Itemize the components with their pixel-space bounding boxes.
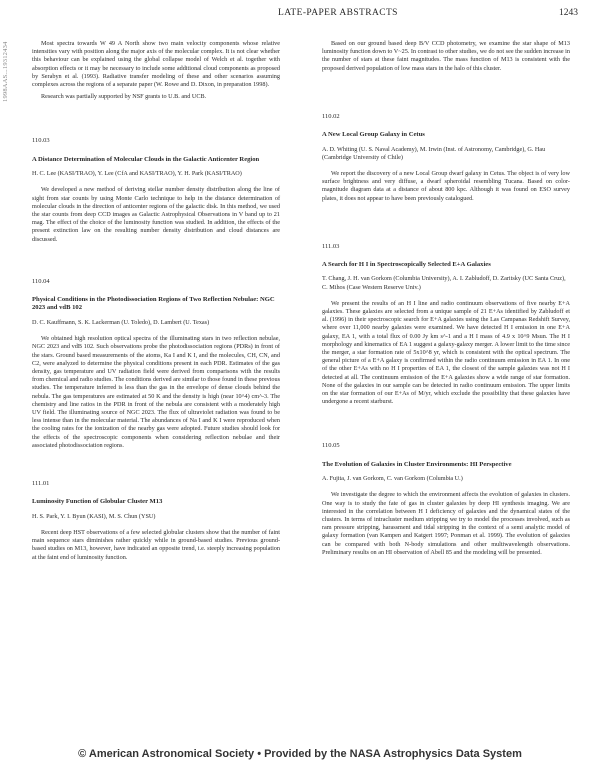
- abstract-body: We present the results of an H I line and radio continuum observations of five nearby E+A galaxies. These galaxies are selected from a unique sample of 21 E+As identified by Zabludoff et al. (1996) in their spectroscopic search for E+A galaxies using the Las Campanas Redshift Survey, where over 11,000 nearby galaxies were examined. We have detected H I emission in one E+A galaxy, EA 1, with a total flux of 0.00 Jy km s^-1 and a H I mass of 4.9 x 10^9 Msun. The H I morphology and kinematics of EA 1 suggest a galaxy-galaxy merger. A lower limit to the time since the merger, a star formation rate of 5x10^8 yr, which is consistent with the optical spectrum. The general picture of a E+A galaxy is confirmed within the radio continuum emission in EA 1. In one of the other E+As with no H I properties of EA 1, the closest of the sample galaxies was not H I detected at all. The continuum emission of the E+A galaxies show a wide range of star formation. None of the galaxies in our sample can be detected in radio continuum emission. The upper limits on the star formation of our E+As of M/yr, which exclude the possibility that these galaxies have undergone a recent starburst.: [322, 299, 570, 406]
- abstract-authors: A. D. Whiting (U. S. Naval Academy), M. Irwin (Inst. of Astronomy, Cambridge), G. Hau (Cambridge University of Chile): [322, 145, 546, 161]
- bibcode-stamp: 1998AAS...19312434: [2, 41, 9, 102]
- abstract-authors: H. C. Lee (KASI/TRAO), Y. Lee (CfA and KASI/TRAO), Y. H. Park (KASI/TRAO): [32, 170, 242, 178]
- abstract-number: 110.02: [322, 112, 340, 120]
- abstract-body: Recent deep HST observations of a few selected globular clusters show that the number of faint main sequence stars diminishes rather quickly while in ground-based studies. Previous ground-based studies on M13, however, have indicated an opposite trend, i.e. steeply increasing population at the faint end of luminosity function.: [32, 528, 280, 561]
- right-column: [322, 40, 570, 561]
- abstract-authors: D. C. Kauffmann, S. K. Lackerman (U. Toledo), D. Lambert (U. Texas): [32, 318, 210, 326]
- abstract-title: A Search for H I in Spectroscopically Selected E+A Galaxies: [322, 260, 491, 268]
- paragraph: Research was partially supported by NSF grants to U.B. and UCB.: [41, 93, 207, 101]
- abstract-number: 111.03: [322, 242, 340, 250]
- abstract-number: 110.04: [32, 277, 50, 285]
- abstract-title: A Distance Determination of Molecular Clouds in the Galactic Anticenter Region: [32, 155, 260, 163]
- abstract-authors: A. Fujita, J. van Gorkom, C. van Gorkom (Columbia U.): [322, 475, 463, 483]
- abstract-title: Luminosity Function of Globular Cluster M13: [32, 498, 163, 506]
- page-footer: © American Astronomical Society • Provided by the NASA Astrophysics Data System: [78, 748, 522, 760]
- abstract: [322, 243, 570, 407]
- abstract: [322, 442, 570, 557]
- running-title: LATE-PAPER ABSTRACTS: [278, 8, 398, 18]
- abstract-authors: H. S. Park, Y. I. Byun (KASI), M. S. Chun (YSU): [32, 512, 156, 520]
- abstract-title: A New Local Group Galaxy in Cetus: [322, 131, 425, 139]
- left-column: [32, 40, 280, 566]
- abstract: [322, 113, 570, 203]
- abstract-title: The Evolution of Galaxies in Cluster Environments: HI Perspective: [322, 460, 512, 468]
- abstract-body: We obtained high resolution optical spectra of the illuminating stars in two reflection nebulae, NGC 2023 and vdB 102. Such observations probe the photodissociation regions (PDRs) in front of the stars. Ground based measurements of the atoms, Ka I and K I, and the molecules, CH, CN, and C2, were analyzed to determine the physical conditions present in each PDR. Estimates of the gas density, gas temperature and UV radiation field were derived from comparisons with the results from chemical and radio studies. The conditions derived are similar to those found in these previous studies. The temperature inferred is less than the gas in the envelope of dense clouds behind the nebula. The gas temperatures are estimated at 50 K and the density is high (near 10^4) cm^-3. The chemistry and line ratios in the PDR in front of the nebula are consistent with a moderately high UV field. The illuminating source of NGC 2023. The flux of ultraviolet radiation was found to be less intense than in the molecular material. The abundances of Na I and K I were reproduced when the cooling rates for the ionization of the nearby gas were adopted. Future studies should look for the effects of the spectroscopic components when considering reflection nebulae and their associated photodissociation regions.: [32, 335, 280, 449]
- abstract-authors: T. Chang, J. H. van Gorkom (Columbia University), A. I. Zabludoff, D. Zaritsky (UC Santa Cruz), C. Mihos (Case Western Reserve Univ.): [322, 275, 566, 291]
- page-number: 1243: [559, 8, 578, 18]
- abstract-title: Physical Conditions in the Photodissociation Regions of Two Reflection Nebulae: NGC 2023 and vdB 102: [32, 295, 275, 312]
- abstract: [32, 480, 280, 562]
- abstract-body: We developed a new method of deriving stellar number density distribution along the line of sight from star counts by using Monte Carlo technique to help in the distance determination of molecular clouds in the direction of anticenter regions of the galactic disk. In this method, we used the star counts from deep CCD images as Galactic Astrophysical Observations in V band up to 21 mag. The effect of the choice of the luminosity function was studied. In addition, the effects of the present extinction law on the resulting number density distribution and cloud distances are discussed.: [32, 186, 280, 243]
- abstract-number: 111.01: [32, 480, 50, 487]
- abstract-body: We report the discovery of a new Local Group dwarf galaxy in Cetus. The object is of very low surface brightness and very diffuse, a dwarf spheroidal resembling Tucana. Based on color-magnitude diagram data at a distance of about 800 kpc. Although it was found on ESO survey plates, it does not appear to have been previously catalogued.: [322, 169, 570, 202]
- paragraph: Most spectra towards W 49 A North show two main velocity components whose relative intensities vary with position along the major axis of the molecular complex. It is not clear whether this behaviour can be explained using the global collapse model of Welch et al. together with absorption effects or it may be necessary to include some additional cloud components as proposed by Serabyn et al. (1993). Radiative transfer modeling of these and other scenarios assuming complexes across the regions of a separate paper (W. Rowe and D. Dixon, in preparation 1998).: [32, 40, 280, 89]
- abstract-number: 110.05: [322, 442, 340, 450]
- continued-text: [32, 40, 280, 101]
- continued-text: [322, 40, 570, 73]
- abstract: [32, 278, 280, 450]
- paragraph: Based on our ground based deep B/V CCD photometry, we examine the star shape of M13 luminosity function down to V~25. In contrast to other studies, we do not see the sudden increase in the number of stars at these faint magnitudes. The mass function of M13 is consistent with the proposed derived population of low mass stars in the halo of this cluster.: [322, 40, 570, 72]
- abstract-body: We investigate the degree to which the environment affects the evolution of galaxies in clusters. One way is to study the fate of gas in cluster galaxies by deep HI synthesis imaging. We are interested in the correlation between H I deficiency of galaxies and the dynamical states of the clusters. In terms of intracluster medium stripping we try to model the processes involved, such as ram pressure stripping, harassment and tidal stripping in the context of a semi analytic model of galaxy formation (van Kampen and Katgert 1997; Ponman et al. 1999). The evolution of galaxies can be compared with both N-body simulations and other multiwavelength observations. Preliminary results on an HI observation of Abell 85 and the modeling will be presented.: [322, 491, 570, 556]
- abstract: [32, 137, 280, 243]
- page-header: [0, 8, 600, 24]
- abstract-number: 110.03: [32, 137, 50, 145]
